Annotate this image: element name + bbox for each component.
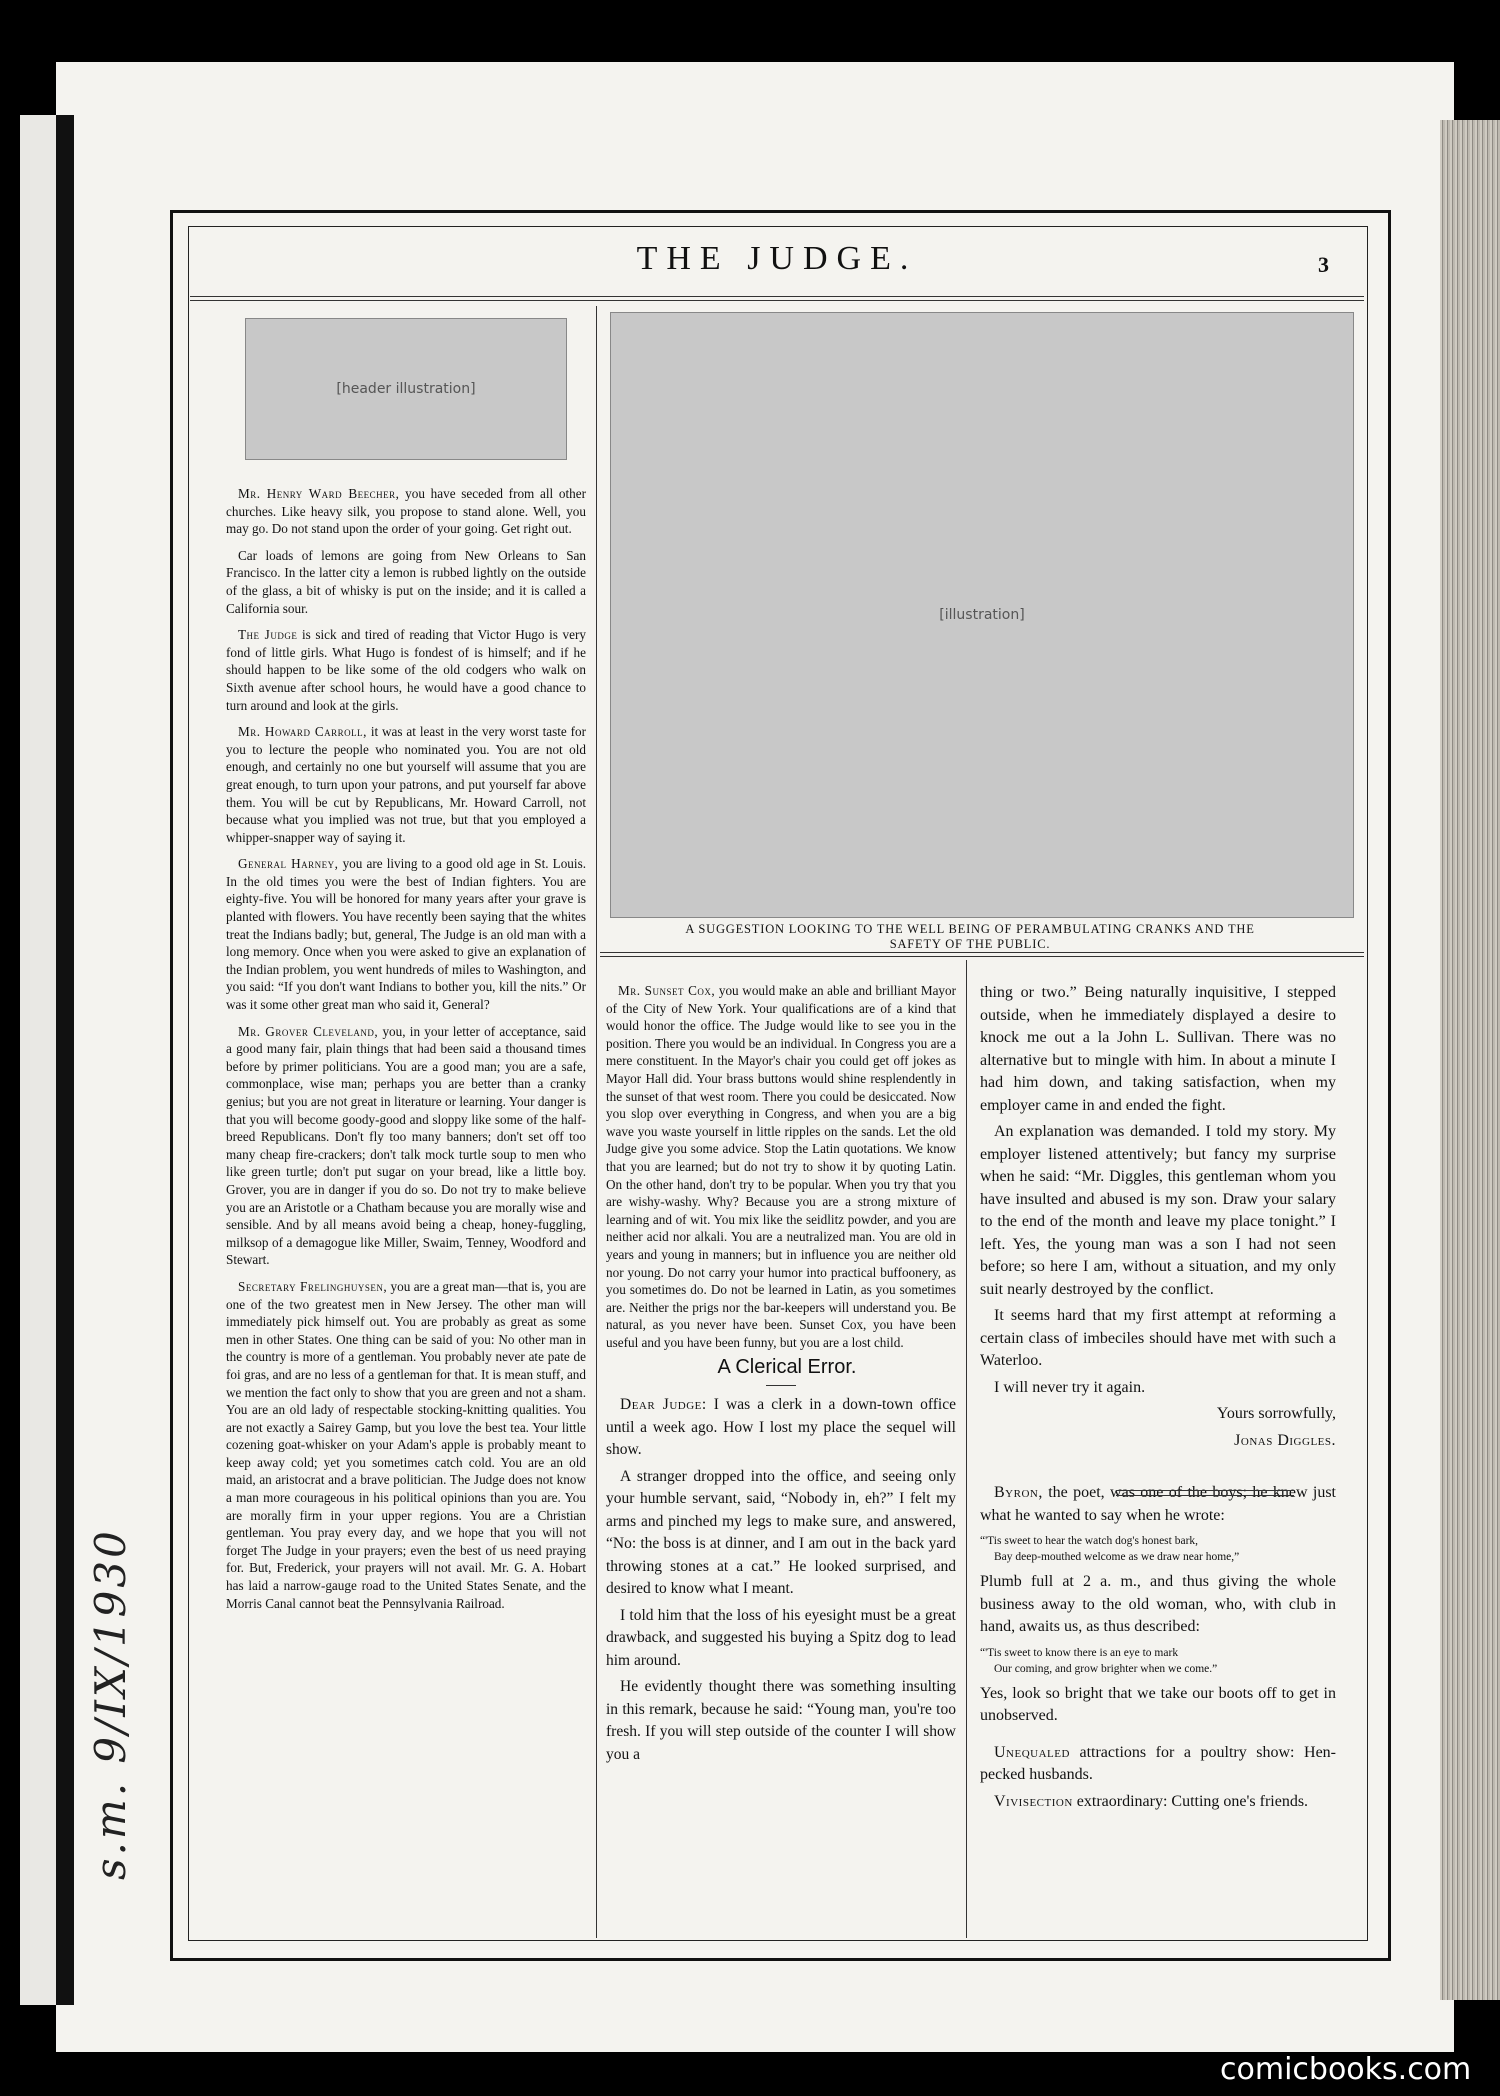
verse-line: “'Tis sweet to hear the watch dog's honest bark, bbox=[980, 1535, 1199, 1547]
page-stack-edge bbox=[1440, 120, 1500, 2000]
paragraph bbox=[226, 626, 586, 714]
paragraph-text: Plumb full at 2 a. m., and thus giving the whole business away to the old woman, who, with club in hand, awaits us, as thus described: bbox=[980, 1573, 1336, 1635]
paragraph-text: Car loads of lemons are going from New Orleans to San Francisco. In the latter city a lemon is rubbed lightly on the outside of the glass, a bit of whisky is put on the inside; and it is called a California sour. bbox=[226, 547, 586, 616]
facing-page-edge bbox=[20, 115, 60, 2005]
paragraph-text: you would make an able and brilliant Mayor of the City of New York. Your qualifications are of a kind that would honor the office. The Judge would like to see you in the position. There you would be an individual. In Congress you are a mere constituent. In the Mayor's chair you could get off jokes as Mayor Hall did. Your brass buttons would shine resplendently in the sunset of that west room. There you could be desiccated. Now you slop over everything in Congress, and when you are a big wave you waste yourself in little ripples on the sands. Let the old Judge give you some advice. Stop the Latin quotations. We know that you are learned; but do not try to show it by quoting Latin. On the other hand, don't try to be popular. When you try that you are wishy-washy. Why? Because you are a strong mixture of learning and of wit. You mix like the seidlitz powder, and you are neither acid nor alkali. You are a neutralized man. You are old in years and young in manners; but in influence you are neither old nor young. Do not carry your humor into practical buffoonery, as you sometimes do. Do not be learned in Latin, as you sometimes are. Neither the prigs nor the bar-keepers will understand you. Be natural, as you never have been. Sunset Cox, you have been useful and you have been funny, but you are a lost child. bbox=[606, 983, 957, 1350]
paragraph bbox=[606, 1605, 956, 1673]
article-title: A Clerical Error. bbox=[717, 1356, 857, 1379]
page-number: 3 bbox=[1318, 252, 1329, 277]
paragraph bbox=[606, 1676, 956, 1766]
spacer bbox=[980, 1732, 1336, 1742]
spacer bbox=[980, 1456, 1336, 1482]
paragraph bbox=[980, 1683, 1336, 1728]
paragraph-text: the poet, was one of the boys; he knew just what he wanted to say when he wrote: bbox=[980, 1484, 1336, 1524]
paragraph-text: I was a clerk in a down-town office until a week ago. How I lost my place the sequel will show. bbox=[606, 1396, 956, 1459]
paragraph bbox=[980, 1121, 1336, 1301]
paragraph-lead: Vivisection bbox=[994, 1792, 1073, 1810]
column-rule-left bbox=[596, 306, 597, 1938]
paragraph-text: attractions for a poultry show: Hen-pecked husbands. bbox=[980, 1743, 1336, 1783]
handwritten-note: s.m. 9/IX/1930 bbox=[86, 1528, 135, 1880]
paragraph-text: Yes, look so bright that we take our boots off to get in unobserved. bbox=[980, 1684, 1336, 1724]
paragraph bbox=[980, 1791, 1336, 1814]
cartoon-bottom-rule-2 bbox=[600, 956, 1364, 957]
paragraph-text: A stranger dropped into the office, and seeing only your humble servant, said, “Nobody in, eh?” I felt my arms and pinched my legs to make sure, and answered, “No: the boss is at dinner, and I am out in the back yard throwing stones at a cat.” He looked surprised, and desired to know what I meant. bbox=[606, 1467, 956, 1598]
paragraph-text: you are living to a good old age in St. Louis. In the old times you were the best of Indian fighters. You are eighty-five. You will be honored for many years after your grave is planted with flowers. You have recently been saying that the whites treat the Indians badly; but, general, The Judge is an old man with a long memory. Once when you were asked to give an explanation of the Indian problem, you went hundreds of miles to Washington, and you said: “If you don't want Indians to bother you, kill the nits.” Or was it some other great man who said it, General? bbox=[226, 856, 586, 1013]
paragraph-text: you, in your letter of acceptance, said a good many fair, plain things that had been said a thousand times before by primer politicians. You are a good man; you are a safe, commonplace, wise man; perhaps you are better than a cranky genius; but you are not great in literature or learning. Your danger is that you will become goody-good and sloppy like some of the half-breed Republicans. Don't fly too many banners; don't set off too many cheap fire-crackers; don't talk mock turtle soup to men who like green turtle; don't put sugar on your bread, like a little boy. Grover, you are in danger if you do so. Do not try to make believe you are an Aristotle or a Chatham because you are morally wise and sensible. And by all means avoid being a cheap, honey-fuggling, milksop of a demagogue like Miller, Swaim, Tenney, Woodford and Stewart. bbox=[226, 1023, 586, 1268]
paragraph-text: I will never try it again. bbox=[994, 1378, 1146, 1396]
column-3 bbox=[980, 982, 1336, 1817]
paragraph bbox=[980, 1742, 1336, 1787]
cartoon-illustration: [illustration] bbox=[610, 312, 1354, 918]
paragraph-text: It seems hard that my first attempt at reforming a certain class of imbeciles should have met with such a Waterloo. bbox=[980, 1307, 1336, 1369]
paragraph bbox=[980, 1571, 1336, 1639]
paragraph-text: I told him that the loss of his eyesight must be a great drawback, and suggested his buying a Spitz dog to lead him around. bbox=[606, 1606, 956, 1669]
paragraph bbox=[226, 485, 586, 538]
verse-line: “'Tis sweet to know there is an eye to mark bbox=[980, 1646, 1179, 1659]
signature-name: Jonas Diggles. bbox=[1234, 1431, 1336, 1449]
masthead-rule bbox=[190, 296, 1364, 297]
paragraph-text: you have seceded from all other churches. Like heavy silk, you propose to stand alone. Well, you may go. Do not stand upon the order of your going. Get right out. bbox=[226, 486, 586, 537]
paragraph bbox=[980, 1482, 1336, 1527]
masthead-title: THE JUDGE. bbox=[636, 240, 918, 277]
paragraph-text: extraordinary: Cutting one's friends. bbox=[1072, 1792, 1309, 1810]
section-divider bbox=[1116, 1490, 1294, 1496]
paragraph-text: He evidently thought there was something insulting in this remark, because he said: “Young man, you're too fresh. If you will step outside of the counter I will show you a bbox=[606, 1678, 956, 1763]
paragraph bbox=[606, 982, 956, 1351]
cartoon-caption bbox=[610, 922, 1330, 952]
cartoon-caption-line2: SAFETY OF THE PUBLIC. bbox=[889, 937, 1051, 951]
paragraph-lead: Mr. Henry Ward Beecher, bbox=[238, 486, 400, 501]
paragraph-text: is sick and tired of reading that Victor Hugo is very fond of little girls. What Hugo is fondest of is himself; and if he should happen to be like some of the old codgers who walk on Sixth avenue after school hours, he would have a good chance to turn around and look at the girls. bbox=[226, 627, 586, 713]
judgments-header-illustration: [header illustration] bbox=[245, 318, 567, 460]
column-2 bbox=[606, 982, 956, 1770]
paragraph-text: it was at least in the very worst taste for you to lecture the people who nominated you. You are not old enough, and certainly no one but yourself will assume that you are great enough, to turn upon your patrons, and put yourself far above them. You will be cut by Republicans, Mr. Howard Carroll, not because what you implied was not true, but that you employed a whipper-snapper way of saying it. bbox=[226, 724, 586, 845]
column-1 bbox=[226, 485, 586, 1621]
verse-quote bbox=[980, 1645, 1336, 1677]
paragraph bbox=[226, 547, 586, 617]
paragraph-lead: Dear Judge: bbox=[620, 1396, 707, 1414]
paragraph-lead: Secretary Frelinghuysen, bbox=[238, 1278, 388, 1294]
paragraph-text: thing or two.” Being naturally inquisitive, I stepped outside, when he immediately displayed a desire to knock me out a la John L. Sullivan. There was no alternative but to mingle with him. In about a minute I had him down, and taking satisfaction, when my employer came in and ended the fight. bbox=[980, 984, 1336, 1114]
paragraph bbox=[980, 1377, 1336, 1400]
paragraph-text: An explanation was demanded. I told my story. My employer listened attentively; but fancy my surprise when he said: “Mr. Diggles, this gentleman whom you have insulted and abused is my son. Draw your salary to the end of the month and leave my place tonight.” I left. Yes, the young man was a son I had not seen before; so here I am, without a situation, and my only suit nearly destroyed by the conflict. bbox=[980, 1123, 1336, 1298]
paragraph-lead: Mr. Sunset Cox, bbox=[618, 983, 716, 998]
verse-line: Bay deep-mouthed welcome as we draw near home,” bbox=[994, 1551, 1240, 1563]
paragraph bbox=[980, 982, 1336, 1117]
paragraph-lead: Byron, bbox=[994, 1484, 1043, 1501]
paragraph bbox=[226, 1023, 586, 1269]
paragraph bbox=[226, 1278, 586, 1612]
paragraph bbox=[606, 1466, 956, 1601]
paragraph-lead: Mr. Grover Cleveland, bbox=[238, 1023, 379, 1039]
paragraph-lead: Unequaled bbox=[994, 1743, 1070, 1761]
verse-quote bbox=[980, 1533, 1336, 1565]
article-body bbox=[606, 1394, 956, 1766]
column-rule-right bbox=[966, 960, 967, 1938]
signature-closing: Yours sorrowfully, bbox=[1216, 1405, 1336, 1422]
paragraph-text: you are a great man—that is, you are one of the two greatest men in New Jersey. The other man will immediately pick himself out. You are probably as great as some men in other States. One thing can be said of you: No other man in the country is more of a gentleman. You probably never ate pate de foi gras, and are no less of a gentleman for that. It is mean stuff, and we mention the fact only to show that you are green and not a sham. You are an old lady of respectable stocking-knitting qualities. You are not exactly a Sairey Gamp, but you love the best tea. Your little cozening goat-whisker on your Adam's apple is probably meant to keep away cold; yet you sometimes catch cold. You are an old maid, an aristocrat and a brave politician. The Judge does not know a man more courageous in his political opinions than you are. You are morally firm in your upper regions. You are a Christian gentleman. You pray every day, and we hope that you will not forget The Judge in your prayers; even the best of us need praying for. But, Frederick, your prayers will not avail. Mr. G. A. Hobart has laid a narrow-gauge road to the United States Senate, and the Morris Canal cannot beat the Pennsylvania Railroad. bbox=[226, 1278, 586, 1611]
paragraph-lead: General Harney, bbox=[238, 856, 339, 872]
binding-gutter bbox=[56, 115, 74, 2005]
cartoon-caption-line1: A SUGGESTION LOOKING TO THE WELL BEING OF PERAMBULATING CRANKS AND THE bbox=[685, 922, 1255, 936]
paragraph-lead: Mr. Howard Carroll, bbox=[238, 724, 367, 740]
watermark: comicbooks.com bbox=[1220, 2052, 1472, 2087]
paragraph bbox=[980, 1305, 1336, 1373]
paragraph bbox=[226, 723, 586, 846]
masthead-rule-2 bbox=[190, 300, 1364, 301]
cartoon-bottom-rule bbox=[600, 952, 1364, 953]
paragraph-lead: The Judge bbox=[238, 627, 298, 643]
title-rule bbox=[766, 1385, 796, 1386]
paragraph bbox=[606, 1394, 956, 1462]
verse-line: Our coming, and grow brighter when we come.” bbox=[994, 1662, 1218, 1675]
paragraph bbox=[226, 855, 586, 1013]
